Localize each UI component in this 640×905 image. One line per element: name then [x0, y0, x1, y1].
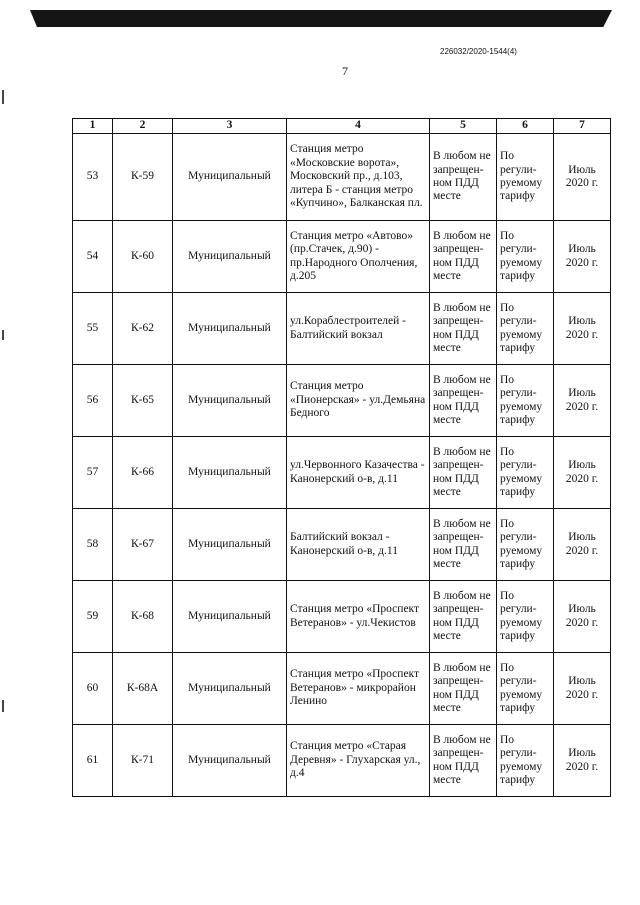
route-type-cell: Муниципальный [173, 725, 287, 797]
route-path-cell: Балтийский вокзал - Канонерский о-в, д.11 [287, 509, 430, 581]
scan-edge-mark [2, 90, 4, 104]
route-path-cell: Станция метро «Проспект Ветеранов» - ул.Чекистов [287, 581, 430, 653]
row-number-cell: 53 [73, 134, 113, 221]
route-code-cell: К-62 [113, 293, 173, 365]
start-date-cell: Июль 2020 г. [554, 221, 611, 293]
column-header: 5 [430, 119, 497, 134]
route-type-cell: Муниципальный [173, 134, 287, 221]
row-number-cell: 60 [73, 653, 113, 725]
page-number: 7 [342, 64, 348, 78]
start-date-cell: Июль 2020 г. [554, 134, 611, 221]
table-row [73, 221, 611, 293]
start-date-cell: Июль 2020 г. [554, 509, 611, 581]
start-date-cell: Июль 2020 г. [554, 581, 611, 653]
table-row [73, 437, 611, 509]
tariff-type-cell: По регули-руемому тарифу [497, 293, 554, 365]
column-header: 2 [113, 119, 173, 134]
route-type-cell: Муниципальный [173, 581, 287, 653]
start-date-cell: Июль 2020 г. [554, 725, 611, 797]
start-date-cell: Июль 2020 г. [554, 293, 611, 365]
column-header: 4 [287, 119, 430, 134]
route-type-cell: Муниципальный [173, 365, 287, 437]
stop-rule-cell: В любом не запрещен-ном ПДД месте [430, 221, 497, 293]
stop-rule-cell: В любом не запрещен-ном ПДД месте [430, 134, 497, 221]
table-row [73, 725, 611, 797]
column-header: 1 [73, 119, 113, 134]
stop-rule-cell: В любом не запрещен-ном ПДД месте [430, 725, 497, 797]
route-code-cell: К-60 [113, 221, 173, 293]
tariff-type-cell: По регули-руемому тарифу [497, 581, 554, 653]
table-row [73, 581, 611, 653]
table-row [73, 653, 611, 725]
tariff-type-cell: По регули-руемому тарифу [497, 221, 554, 293]
row-number-cell: 55 [73, 293, 113, 365]
route-path-cell: Станция метро «Московские ворота», Московский пр., д.103, литера Б - станция метро «Купчино», Балканская пл. [287, 134, 430, 221]
route-path-cell: ул.Червонного Казачества - Канонерский о-в, д.11 [287, 437, 430, 509]
table-row [73, 509, 611, 581]
route-type-cell: Муниципальный [173, 293, 287, 365]
route-type-cell: Муниципальный [173, 509, 287, 581]
route-type-cell: Муниципальный [173, 653, 287, 725]
tariff-type-cell: По регули-руемому тарифу [497, 653, 554, 725]
scan-edge-mark [2, 330, 4, 340]
row-number-cell: 56 [73, 365, 113, 437]
route-code-cell: К-66 [113, 437, 173, 509]
row-number-cell: 59 [73, 581, 113, 653]
route-path-cell: Станция метро «Автово» (пр.Стачек, д.90) - пр.Народного Ополчения, д.205 [287, 221, 430, 293]
route-code-cell: К-59 [113, 134, 173, 221]
start-date-cell: Июль 2020 г. [554, 653, 611, 725]
route-path-cell: Станция метро «Старая Деревня» - Глухарская ул., д.4 [287, 725, 430, 797]
tariff-type-cell: По регули-руемому тарифу [497, 725, 554, 797]
route-code-cell: К-67 [113, 509, 173, 581]
route-type-cell: Муниципальный [173, 437, 287, 509]
row-number-cell: 61 [73, 725, 113, 797]
row-number-cell: 54 [73, 221, 113, 293]
scan-top-bar [30, 10, 612, 27]
table-row [73, 134, 611, 221]
row-number-cell: 57 [73, 437, 113, 509]
stop-rule-cell: В любом не запрещен-ном ПДД месте [430, 365, 497, 437]
document-id: 226032/2020-1544(4) [440, 47, 517, 56]
route-code-cell: К-68А [113, 653, 173, 725]
scan-edge-mark [2, 700, 4, 712]
route-path-cell: Станция метро «Проспект Ветеранов» - микрорайон Ленино [287, 653, 430, 725]
tariff-type-cell: По регули-руемому тарифу [497, 437, 554, 509]
stop-rule-cell: В любом не запрещен-ном ПДД месте [430, 653, 497, 725]
column-header: 6 [497, 119, 554, 134]
start-date-cell: Июль 2020 г. [554, 437, 611, 509]
route-path-cell: ул.Кораблестроителей - Балтийский вокзал [287, 293, 430, 365]
start-date-cell: Июль 2020 г. [554, 365, 611, 437]
stop-rule-cell: В любом не запрещен-ном ПДД месте [430, 581, 497, 653]
row-number-cell: 58 [73, 509, 113, 581]
route-type-cell: Муниципальный [173, 221, 287, 293]
route-code-cell: К-71 [113, 725, 173, 797]
column-header: 3 [173, 119, 287, 134]
route-code-cell: К-65 [113, 365, 173, 437]
table-row [73, 365, 611, 437]
stop-rule-cell: В любом не запрещен-ном ПДД месте [430, 509, 497, 581]
stop-rule-cell: В любом не запрещен-ном ПДД месте [430, 293, 497, 365]
tariff-type-cell: По регули-руемому тарифу [497, 509, 554, 581]
tariff-type-cell: По регули-руемому тарифу [497, 134, 554, 221]
route-path-cell: Станция метро «Пионерская» - ул.Демьяна Бедного [287, 365, 430, 437]
tariff-type-cell: По регули-руемому тарифу [497, 365, 554, 437]
route-code-cell: К-68 [113, 581, 173, 653]
table-row [73, 293, 611, 365]
column-header: 7 [554, 119, 611, 134]
stop-rule-cell: В любом не запрещен-ном ПДД месте [430, 437, 497, 509]
routes-table [72, 118, 611, 797]
table-header-row [73, 119, 611, 134]
